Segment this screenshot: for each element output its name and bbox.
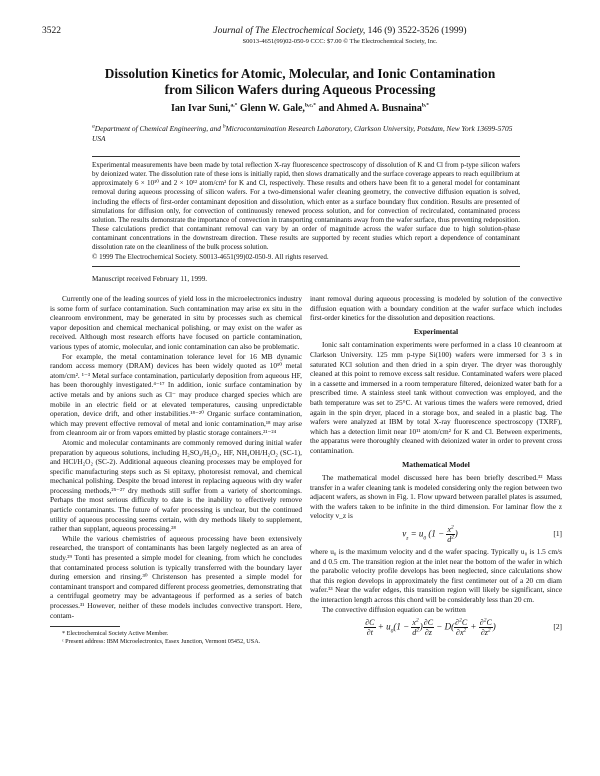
- issn-line: S0013-4651(99)02-050-9 CCC: $7.00 © The Electrochemical Society, Inc.: [242, 38, 438, 45]
- affiliations: $^a$Department of Chemical Engineering, and $^b$Microcontamination Research Laboratory, Clarkson University, Potsdam, New York 13699-5705 USA: [92, 123, 513, 143]
- right-paragraph-4: where u₀ is the maximum velocity and d the wafer spacing. Typically u₀ is 1.5 cm/s and d 0.5 cm. The transition region at the inlet near the bottom of the wafer in which the parabolic velocity profile develops has been neglected, since calculations show that this region develops in approximately the first centimeter out of a 20 cm diam wafer.³³ Near the wafer edges, this transition region will likely be significant, since the interaction length across this chord will be considerably less than 20 cm.: [310, 547, 562, 605]
- page-number: 3522: [42, 26, 61, 36]
- equation-1: [310, 521, 562, 547]
- equation-1-body: $v_z = u_0$ (1 − $\frac{x^2}{d^2}$ ): [402, 524, 458, 545]
- right-paragraph-2: Ionic salt contamination experiments were performed in a class 10 cleanroom at Clarkson University. 125 mm p-type Si(100) wafers were immersed for 3 s in saturated KCl solution and then dried in a spin dryer. The dryer was thoroughly cleaned at this point to remove excess salt residue. Contaminated wafers were placed in a cassette and immersed in a room temperature filtered, deionized water bath for a prescribed time. A stainless steel tank without convection was employed, and the bath temperature was set to 25°C. At various times the wafers were removed, dried again in the spin dryer, placed in a storage box, and sealed in a plastic bag. The wafers were analyzed at IBM by total X-ray fluorescence spectroscopy (TXRF), which has a detection limit near 10¹¹ atom/cm² for K and Cl. Between experiments, the apparatus were thoroughly cleaned with deionized water in order to prevent cross contamination.: [310, 340, 562, 455]
- author-1: Ian Ivar Suni,: [170, 103, 231, 114]
- copyright-line: © 1999 The Electrochemical Society. S0013-4651(99)02-050-9. All rights reserved.: [92, 252, 329, 261]
- author-1-marks: a,*: [230, 102, 238, 109]
- equation-1-number: [1]: [553, 529, 562, 539]
- manuscript-received: Manuscript received February 11, 1999.: [92, 275, 208, 283]
- right-paragraph-1: inant removal during aqueous processing is modeled by solution of the convective diffusion equation with a boundary condition at the wafer surface which includes first-order kinetics for the dissolution and deposition reactions.: [310, 294, 562, 323]
- title-line-1: Dissolution Kinetics for Atomic, Molecular, and Ionic Contamination: [104, 66, 496, 81]
- equation-2: [310, 614, 562, 642]
- left-paragraph-2: For example, the metal contamination tolerance level for 16 MB dynamic random access memory (DRAM) devices has been widely quoted as 10¹⁰ metal atom/cm². ¹⁻³ Metal surface contamination, particularly deposition from aqueous HF, has been thoroughly investigated.⁴⁻¹⁷ In addition, ionic surface contamination by active metals and by anions such as Cl⁻ may produce charged species which are mobile in an electric field or at elevated temperatures, causing unpredictable operation, device drift, and other instabilities.¹⁸⁻²⁰ Organic surface contamination, which may prevent effective removal of metal and ionic contamination,¹⁸ may arise from cleanroom air or from vapors emitted by plastic storage containers.²¹⁻²⁴: [50, 351, 302, 438]
- right-paragraph-5: The convective diffusion equation can be written: [322, 604, 466, 614]
- author-3-marks: b,*: [421, 102, 430, 109]
- right-column: [310, 294, 562, 642]
- left-paragraph-4: While the various chemistries of aqueous processing have been extensively researched, the transport of contaminants has been largely neglected as an area of study.²⁹ Tonti has presented a simple model for cleaning, from which he concludes that contaminated process solution is typically transferred with the boundary layer during emersion and rinsing.³⁰ Christenson has presented a simple model for contaminant transport and compared different process geometries, demonstrating that a centrifugal geometry may be advantageous if performed as a series of batch processes.³¹ However, neither of these models includes convective transport. Here, contam-: [50, 533, 302, 620]
- abstract: [92, 156, 520, 267]
- author-3-prefix: and: [318, 103, 335, 114]
- affiliation-b: Microcontamination Research Laboratory, Clarkson University, Potsdam, New York 13699-5705 USA: [92, 124, 513, 143]
- right-paragraph-3: The mathematical model discussed here has been briefly described.³² Mass transfer in a wafer cleaning tank is modeled considering only the region between two adjacent wafers, as shown in Fig. 1. Flow upward between parallel plates is assumed, with the wafers taken to be infinite in the third dimension. For laminar flow the z velocity v_z is: [310, 473, 562, 521]
- footnote-2: ᶜ Present address: IBM Microelectronics, Essex Junction, Vermont 05452, USA.: [62, 638, 261, 646]
- equation-2-body: $\frac{\partial C}{\partial t}$ + $u_0(1$ − $\frac{x^2}{d^2}$ ) $\frac{\partial C}{\partial z}$ − D( $\frac{\partial^2C}{\partial x^2}$ + $\frac{\partial^2C}{\partial z^2}$ ): [365, 617, 496, 638]
- volume-issue: 146 (9) 3522-3526 (1999): [367, 26, 467, 36]
- left-column: [50, 294, 302, 647]
- author-list: [60, 103, 540, 114]
- footnote-1: * Electrochemical Society Active Member.: [62, 630, 169, 638]
- title-line-2: from Silicon Wafers during Aqueous Processing: [164, 82, 436, 97]
- author-2-marks: b,c,*: [304, 102, 316, 109]
- left-paragraph-1: Currently one of the leading sources of yield loss in the microelectronics industry is some form of surface contamination. Such contamination may arise ex situ in the cleanroom environment, may be generated in situ by processes such as chemical vapor deposition and chemical mechanical polishing, or may exist on the wafer as received. Although most research efforts have focused on particle contamination, various types of atomic, molecular, and ionic contamination can also be problematic.: [50, 294, 302, 351]
- abstract-text: Experimental measurements have been made by total reflection X-ray fluorescence spectroscopy of dissolution of K and Cl from p-type silicon wafers by deionized water. The dissolution rate of these ions is initially rapid, then slows dramatically and the surface coverage appears to reach equilibrium at approximately 6 × 10¹⁰ and 2 × 10¹² atom/cm² for K and Cl, respectively. These results and others have been fit to a general model for contaminant removal during aqueous processing of silicon wafers. For a two-dimensional wafer cleaning geometry, the convective diffusion equation is solved, including the effects of first-order contaminant deposition and dissolution, which enter as a surface boundary flux condition. Results are presented of simulations for diffusion only, for convection of continuously renewed process solution, and for convection of recirculated, contaminated process solution. The results demonstrate the importance of convection in transporting contaminants away from the wafer surface, thus preventing redeposition. These calculations predict that contaminant removal can vary by an order of magnitude across the wafer surface due to high solution-phase contaminant concentrations in the downstream direction. These results are supported by recent studies which report a dependence of contaminant dissolution rate on the cleanliness of the bulk process solution.: [92, 161, 520, 252]
- article-title: [60, 66, 540, 98]
- affiliation-a: Department of Chemical Engineering, and: [94, 124, 221, 133]
- section-heading-model: Mathematical Model: [402, 459, 470, 469]
- journal-header: [120, 26, 560, 36]
- author-3: Ahmed A. Busnaina: [336, 103, 422, 114]
- footnote-divider: [50, 626, 120, 627]
- section-heading-experimental: Experimental: [413, 326, 459, 336]
- equation-2-number: [2]: [553, 622, 562, 632]
- author-2: Glenn W. Gale,: [239, 103, 305, 114]
- left-paragraph-3: Atomic and molecular contaminants are commonly removed during initial wafer preparation by aqueous solutions, including H₂SO₄/H₂O₂, HF, NH₄OH/H₂O₂ (SC-1), and HCl/H₂O₂ (SC-2). Additional aqueous cleaning processes may be employed for specific manufacturing steps such as Si epitaxy, photoresist removal, and chemical mechanical polishing. Despite the broad interest in replacing aqueous with dry wafer processing methods,²⁵⁻²⁷ dry methods still suffer from a variety of shortcomings. Perhaps the most serious difficulty to date is the inability to effectively remove particle contaminants. The future of wafer processing is unclear, but the continued utility of aqueous processing seems certain, with dry methods likely to supplement, rather than supplant, aqueous processing.²⁸: [50, 437, 302, 534]
- journal-name: Journal of The Electrochemical Society,: [213, 26, 366, 36]
